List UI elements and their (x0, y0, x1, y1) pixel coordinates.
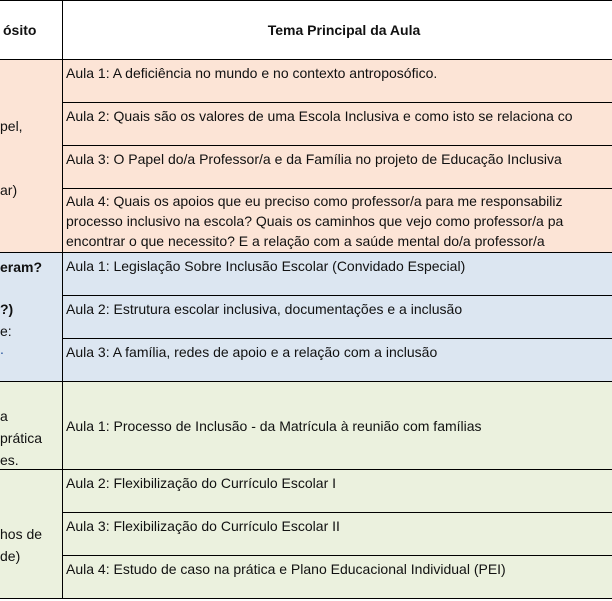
group2-aula1-cell[interactable] (63, 253, 612, 296)
group3-aula1-cell[interactable] (63, 382, 612, 470)
group1-aula2-cell[interactable] (63, 103, 612, 146)
group2-aula2-text: Aula 2: Estrutura escolar inclusiva, documentações e a inclusão (66, 301, 463, 317)
group3-left-line-2: prática (0, 430, 43, 446)
group4-aula3-text: Aula 3: Flexibilização do Currículo Escolar II (66, 518, 340, 534)
group1-aula4-line3: encontrar o que necessito? E a relação com a saúde mental do/a professor/a (66, 233, 545, 249)
header-proposito-cell[interactable] (0, 0, 63, 60)
group2-left-line-3: e: (0, 323, 12, 339)
group4-aula3-cell[interactable] (63, 513, 612, 556)
group1-aula3-text: Aula 3: O Papel do/a Professor/a e da Família no projeto de Educação Inclusiva (66, 151, 562, 167)
group1-left-cell[interactable] (0, 60, 63, 253)
header-tema-label: Tema Principal da Aula (267, 22, 421, 38)
group1-aula4-line2: processo inclusivo na escola? Quais os caminhos que vejo como professor/a pa (66, 213, 564, 229)
group1-left-line-4: ar) (0, 182, 18, 198)
group1-aula3-cell[interactable] (63, 146, 612, 189)
header-tema-cell[interactable] (63, 0, 612, 60)
group4-left-line-2: de) (0, 548, 21, 564)
group4-aula2-cell[interactable] (63, 470, 612, 513)
group2-left-line-1: eram? (0, 259, 43, 275)
group1-aula4-cell[interactable] (63, 189, 612, 253)
group1-aula2-text: Aula 2: Quais são os valores de uma Escola Inclusiva e como isto se relaciona co (66, 108, 573, 124)
group1-aula1-text: Aula 1: A deficiência no mundo e no contexto antroposófico. (66, 65, 438, 81)
group4-left-line-1: hos de (0, 526, 43, 542)
group2-left-line-4: . (0, 341, 4, 357)
group4-left-cell[interactable] (0, 470, 63, 599)
group1-aula4-line1: Aula 4: Quais os apoios que eu preciso como professor/a para me responsabiliz (66, 193, 563, 209)
group1-aula1-cell[interactable] (63, 60, 612, 103)
group4-aula2-text: Aula 2: Flexibilização do Currículo Escolar I (66, 475, 337, 491)
group2-aula3-cell[interactable] (63, 339, 612, 382)
group2-aula3-text: Aula 3: A família, redes de apoio e a relação com a inclusão (66, 344, 438, 360)
group4-aula4-text: Aula 4: Estudo de caso na prática e Plano Educacional Individual (PEI) (66, 561, 506, 577)
group2-aula1-text: Aula 1: Legislação Sobre Inclusão Escolar (Convidado Especial) (66, 258, 466, 274)
group2-aula2-cell[interactable] (63, 296, 612, 339)
group3-aula1-text: Aula 1: Processo de Inclusão - da Matrícula à reunião com famílias (66, 417, 482, 434)
group3-left-line-3: es. (0, 452, 19, 468)
header-proposito-label: ósito (3, 22, 37, 38)
group2-left-cell[interactable] (0, 253, 63, 382)
group4-aula4-cell[interactable] (63, 556, 612, 599)
group3-left-line-1: a (0, 408, 8, 424)
group1-left-line-2: pel, (0, 118, 23, 134)
group2-left-line-2: ?) (0, 301, 14, 317)
group3-left-cell[interactable] (0, 382, 63, 470)
